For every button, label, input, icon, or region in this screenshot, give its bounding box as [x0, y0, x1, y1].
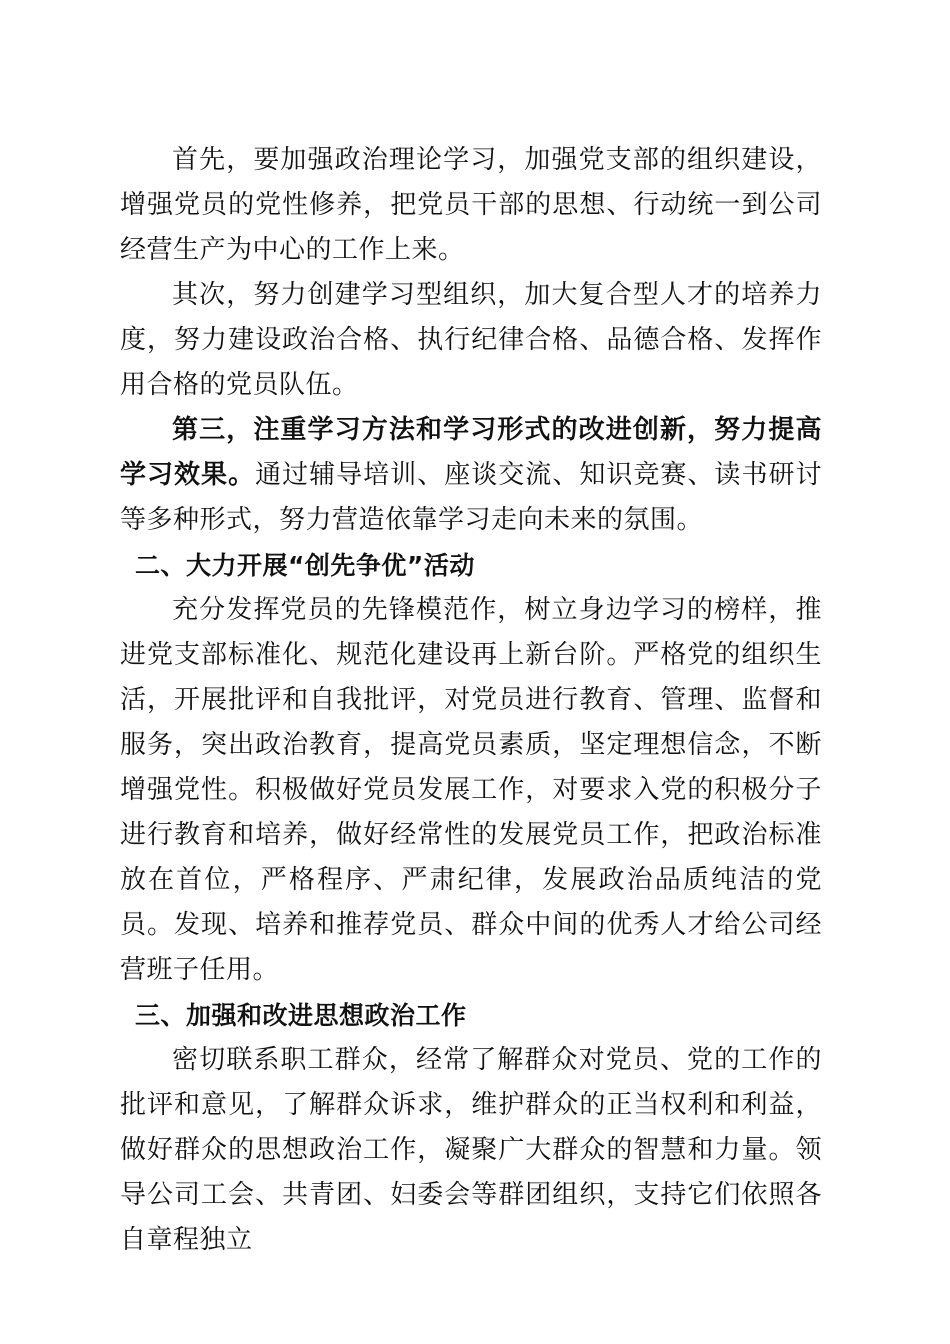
paragraph-third-lead: 第三，注重学习方法和学习形式的改进创新，努力提高学习效果。 [120, 415, 822, 490]
paragraph-third [120, 408, 822, 543]
paragraph-third-rest: 通过辅导培训、座谈交流、知识竞赛、读书研讨等多种形式，努力营造依靠学习走向未来的氛围。 [120, 460, 822, 535]
section-heading-two: 二、大力开展“创先争优”活动 [135, 551, 475, 580]
document-body [120, 138, 822, 1263]
paragraph-fifth: 密切联系职工群众，经常了解群众对党员、党的工作的批评和意见，了解群众诉求，维护群众的正当权利和利益，做好群众的思想政治工作，凝聚广大群众的智慧和力量。领导公司工会、共青团、妇委会等群团组织，支持它们依照各自章程独立 [120, 1045, 822, 1255]
paragraph-second: 其次，努力创建学习型组织，加大复合型人才的培养力度，努力建设政治合格、执行纪律合格、品德合格、发挥作用合格的党员队伍。 [120, 280, 822, 400]
paragraph-first: 首先，要加强政治理论学习，加强党支部的组织建设，增强党员的党性修养，把党员干部的思想、行动统一到公司经营生产为中心的工作上来。 [120, 145, 822, 265]
paragraph-fourth: 充分发挥党员的先锋模范作，树立身边学习的榜样，推进党支部标准化、规范化建设再上新台阶。严格党的组织生活，开展批评和自我批评，对党员进行教育、管理、监督和服务，突出政治教育，提高党员素质，坚定理想信念，不断增强党性。积极做好党员发展工作，对要求入党的积极分子进行教育和培养，做好经常性的发展党员工作，把政治标准放在首位，严格程序、严肃纪律，发展政治品质纯洁的党员。发现、培养和推荐党员、群众中间的优秀人才给公司经营班子任用。 [120, 595, 822, 985]
section-heading-three: 三、加强和改进思想政治工作 [135, 1001, 467, 1030]
